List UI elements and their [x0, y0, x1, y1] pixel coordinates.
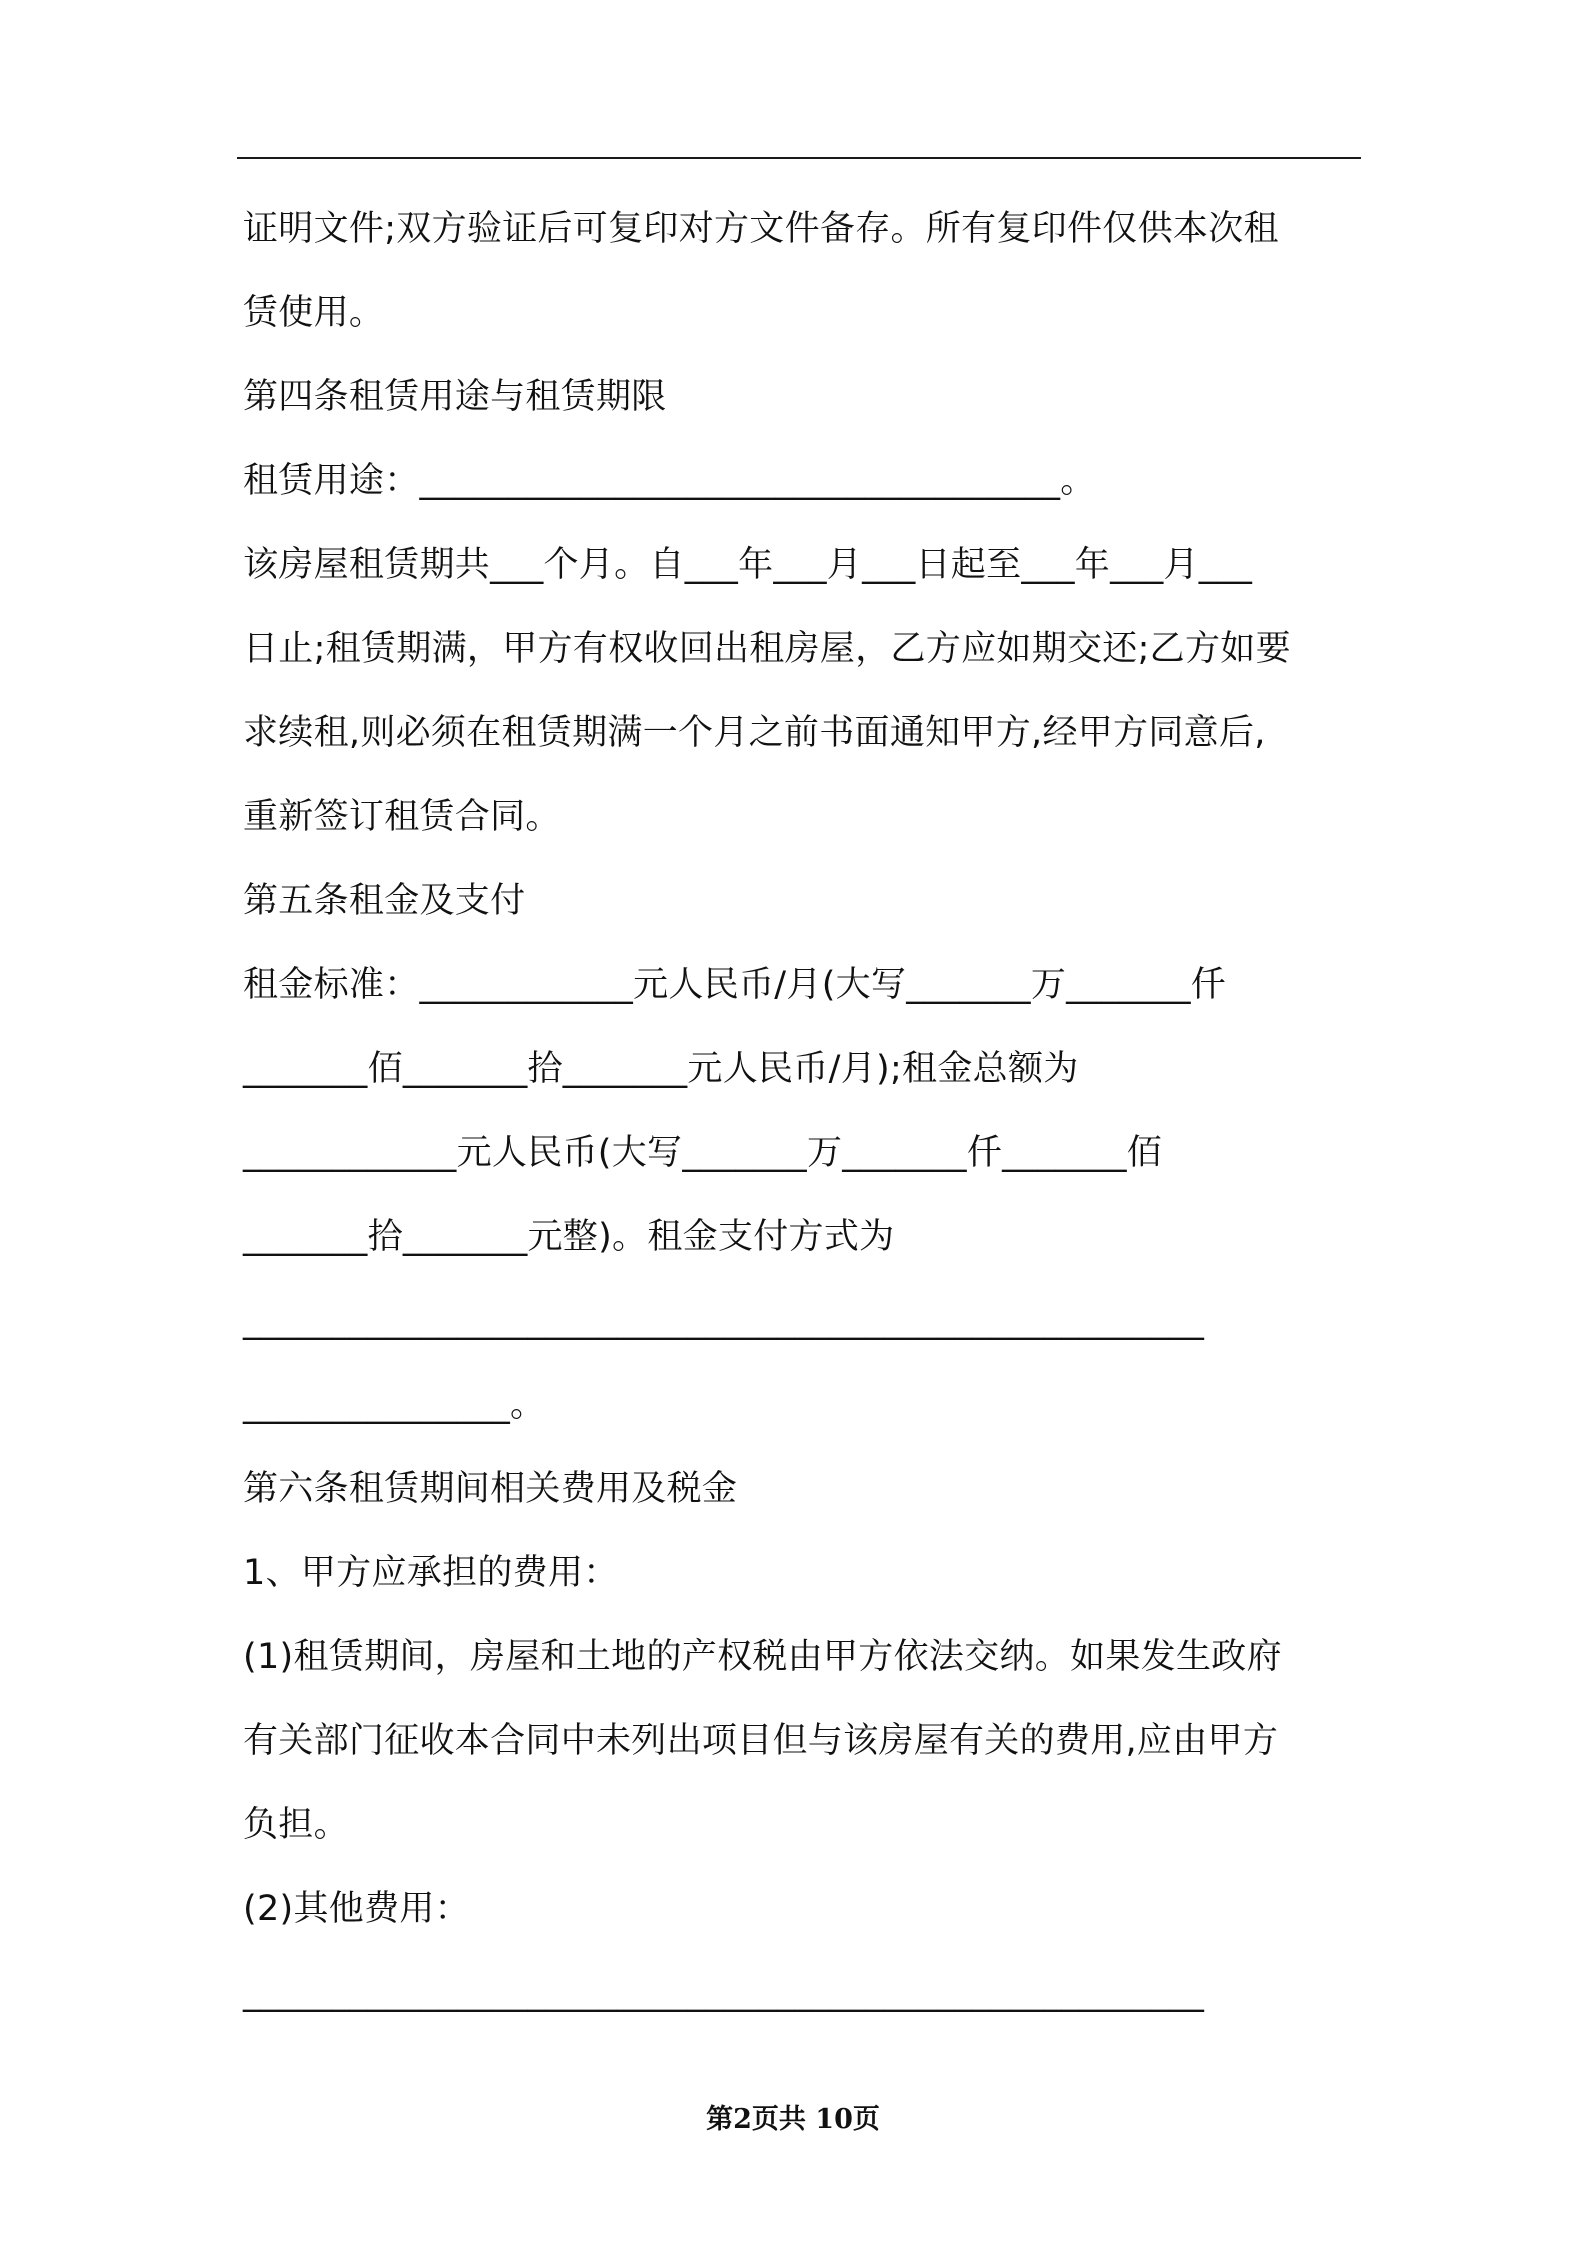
- text-line: 证明文件;双方验证后可复印对方文件备存。所有复印件仅供本次租: [243, 209, 1279, 249]
- text-line: (2)其他费用：: [243, 1889, 470, 1929]
- header-rule: [237, 157, 1361, 159]
- text-line: ____________元人民币(大写_______万_______仟_______佰: [243, 1133, 1163, 1173]
- text-line: 1、甲方应承担的费用：: [243, 1553, 619, 1593]
- text-line: 重新签订租赁合同。: [243, 797, 561, 837]
- page-number: 第2页共 10页: [706, 2104, 880, 2135]
- document-body: [243, 202, 1363, 2050]
- text-line: _______拾_______元整)。租金支付方式为: [243, 1217, 895, 1257]
- text-line: (1)租赁期间，房屋和土地的产权税由甲方依法交纳。如果发生政府: [243, 1637, 1282, 1677]
- section-heading: 第六条租赁期间相关费用及税金: [243, 1469, 738, 1509]
- blank-line: ______________________________________________________: [243, 1973, 1205, 2013]
- text-line: 负担。: [243, 1805, 349, 1845]
- text-line: 有关部门征收本合同中未列出项目但与该房屋有关的费用,应由甲方: [243, 1721, 1279, 1761]
- section-heading: 第五条租金及支付: [243, 881, 526, 921]
- text-line: _______佰_______拾_______元人民币/月);租金总额为: [243, 1049, 1079, 1089]
- text-line: 租金标准：____________元人民币/月(大写_______万_______仟: [243, 965, 1227, 1005]
- section-heading: 第四条租赁用途与租赁期限: [243, 377, 667, 417]
- text-line: 求续租,则必须在租赁期满一个月之前书面通知甲方,经甲方同意后,: [243, 713, 1266, 753]
- text-line: 赁使用。: [243, 293, 385, 333]
- blank-line: _______________。: [243, 1385, 546, 1425]
- text-line: 租赁用途：____________________________________。: [243, 461, 1096, 501]
- text-line: 日止;租赁期满，甲方有权收回出租房屋，乙方应如期交还;乙方如要: [243, 629, 1291, 669]
- blank-line: ______________________________________________________: [243, 1301, 1205, 1341]
- text-line: 该房屋租赁期共___个月。自___年___月___日起至___年___月___: [243, 545, 1253, 585]
